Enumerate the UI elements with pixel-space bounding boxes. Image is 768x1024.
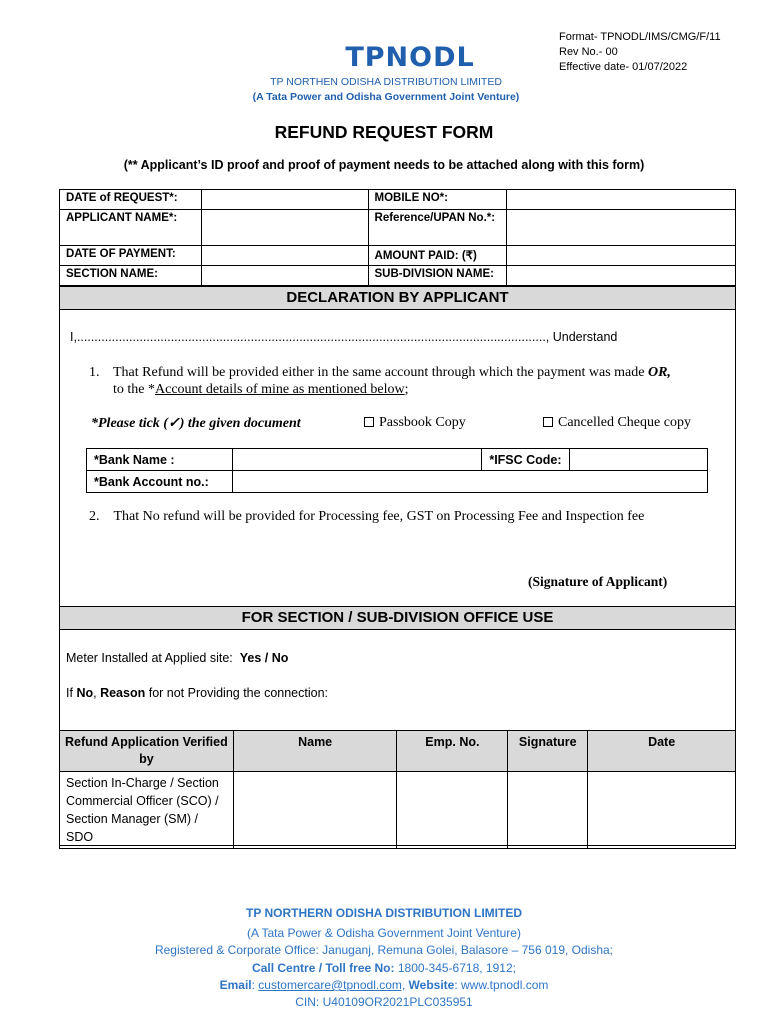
footer-cin: CIN: U40109OR2021PLC035951 <box>295 995 473 1009</box>
footer-call-value: 1800-345-6718, 1912; <box>397 961 516 975</box>
ifsc-field[interactable] <box>570 449 708 471</box>
meter-installed-line <box>66 651 288 665</box>
date-header: Date <box>588 731 736 772</box>
amount-paid-field[interactable] <box>507 246 736 266</box>
cheque-checkbox[interactable] <box>543 417 553 427</box>
logo-venture: (A Tata Power and Odisha Government Joint Venture) <box>252 91 520 103</box>
applicant-name-label: APPLICANT NAME*: <box>60 210 202 246</box>
point-1-line-1 <box>113 364 671 381</box>
reason-prefix: If <box>66 686 73 700</box>
point-1-account-details: Account details of mine as mentioned below <box>155 382 405 397</box>
footer-email-link[interactable]: customercare@tpnodl.com, <box>258 978 406 992</box>
table-row <box>60 772 736 849</box>
verification-table <box>59 730 736 849</box>
passbook-option[interactable] <box>364 415 466 431</box>
meter-installed-label: Meter Installed at Applied site: <box>66 651 233 665</box>
format-rev: Rev No.- 00 <box>559 46 618 58</box>
form-note: (** Applicant’s ID proof and proof of payment needs to be attached along with this form) <box>123 158 645 172</box>
footer-call-label: Call Centre / Toll free No: <box>252 961 395 975</box>
tick-instruction <box>91 415 301 432</box>
signature-cell[interactable] <box>508 772 588 849</box>
format-info <box>559 30 721 75</box>
form-title: REFUND REQUEST FORM <box>274 122 494 142</box>
date-cell[interactable] <box>588 772 736 849</box>
point-2-text: That No refund will be provided for Processing fee, GST on Processing Fee and Inspection fee <box>113 509 645 524</box>
point-2-number: 2. <box>89 509 100 524</box>
footer-website-link[interactable]: www.tpnodl.com <box>461 978 549 992</box>
sub-division-name-field[interactable] <box>507 266 736 286</box>
footer-venture: (A Tata Power & Odisha Government Joint Venture) <box>247 926 521 940</box>
footer-contact: Email: customercare@tpnodl.com, Website: www.tpnodl.com <box>219 978 549 992</box>
bank-details-table <box>86 448 708 493</box>
reason-comma: , <box>93 686 97 700</box>
reason-label: Reason <box>100 686 146 700</box>
mobile-no-label: MOBILE NO*: <box>368 190 507 210</box>
format-effective-date: Effective date- 01/07/2022 <box>559 61 688 73</box>
point-1-text: That Refund will be provided either in the same account through which the payment was made <box>113 365 645 380</box>
reason-line <box>66 686 328 700</box>
reference-upan-label: Reference/UPAN No.*: <box>368 210 507 246</box>
section-name-label: SECTION NAME: <box>60 266 202 286</box>
footer-email-label: Email <box>219 978 252 992</box>
cheque-option[interactable] <box>543 415 691 431</box>
point-1-line-2 <box>113 381 409 398</box>
logo-wordmark: TPNODL <box>345 42 475 73</box>
mobile-no-field[interactable] <box>507 190 736 210</box>
sub-division-name-label: SUB-DIVISION NAME: <box>368 266 507 286</box>
passbook-label: Passbook Copy <box>379 415 466 430</box>
emp-no-cell[interactable] <box>397 772 508 849</box>
applicant-name-field[interactable] <box>201 210 368 246</box>
date-of-request-field[interactable] <box>201 190 368 210</box>
footer-website-label: Website <box>408 978 455 992</box>
cheque-label: Cancelled Cheque copy <box>558 415 691 430</box>
bank-name-label: *Bank Name : <box>87 449 233 471</box>
reference-upan-field[interactable] <box>507 210 736 246</box>
emp-no-header: Emp. No. <box>397 731 508 772</box>
applicant-signature-label: (Signature of Applicant) <box>528 574 668 589</box>
footer-company: TP NORTHERN ODISHA DISTRIBUTION LIMITED <box>246 906 522 920</box>
point-1-number: 1. <box>89 365 100 380</box>
declaration-understand-line: I,......................................................................................................................................., Understand <box>70 330 618 344</box>
tpnodl-logo <box>300 42 520 73</box>
verified-by-header: Refund Application Verified by <box>60 731 234 772</box>
meter-installed-value[interactable]: Yes / No <box>239 651 289 665</box>
name-header: Name <box>233 731 397 772</box>
passbook-checkbox[interactable] <box>364 417 374 427</box>
bank-name-field[interactable] <box>232 449 482 471</box>
office-use-heading: FOR SECTION / SUB-DIVISION OFFICE USE <box>60 606 735 630</box>
amount-paid-label: AMOUNT PAID: (₹) <box>368 246 507 266</box>
date-of-payment-label: DATE OF PAYMENT: <box>60 246 202 266</box>
section-name-field[interactable] <box>201 266 368 286</box>
declaration-heading: DECLARATION BY APPLICANT <box>60 286 735 310</box>
point-1-or: OR, <box>647 365 671 380</box>
date-of-payment-field[interactable] <box>201 246 368 266</box>
name-cell[interactable] <box>233 772 397 849</box>
point-1-line-2-suffix: ; <box>404 382 409 397</box>
signature-header: Signature <box>508 731 588 772</box>
format-code: Format- TPNODL/IMS/CMG/F/11 <box>559 31 721 43</box>
date-of-request-label: DATE of REQUEST*: <box>60 190 202 210</box>
declaration-point-2 <box>89 509 644 525</box>
reason-no: No <box>76 686 94 700</box>
footer-call-centre <box>0 961 768 975</box>
logo-company-name: TP NORTHEN ODISHA DISTRIBUTION LIMITED <box>270 76 502 88</box>
footer-office-address: Registered & Corporate Office: Januganj, Remuna Golei, Balasore – 756 019, Odisha; <box>154 943 614 957</box>
applicant-details-table <box>59 189 736 286</box>
bank-account-label: *Bank Account no.: <box>87 471 233 493</box>
reason-suffix: for not Providing the connection: <box>148 686 328 700</box>
verifier-role-cell: Section In-Charge / Section Commercial Officer (SCO) / Section Manager (SM) / SDO <box>60 772 234 849</box>
bank-account-field[interactable] <box>232 471 707 493</box>
ifsc-label: *IFSC Code: <box>482 449 570 471</box>
point-1-line-2-prefix: to the * <box>113 382 155 397</box>
tick-label: *Please tick (✓) the given document <box>91 416 301 431</box>
